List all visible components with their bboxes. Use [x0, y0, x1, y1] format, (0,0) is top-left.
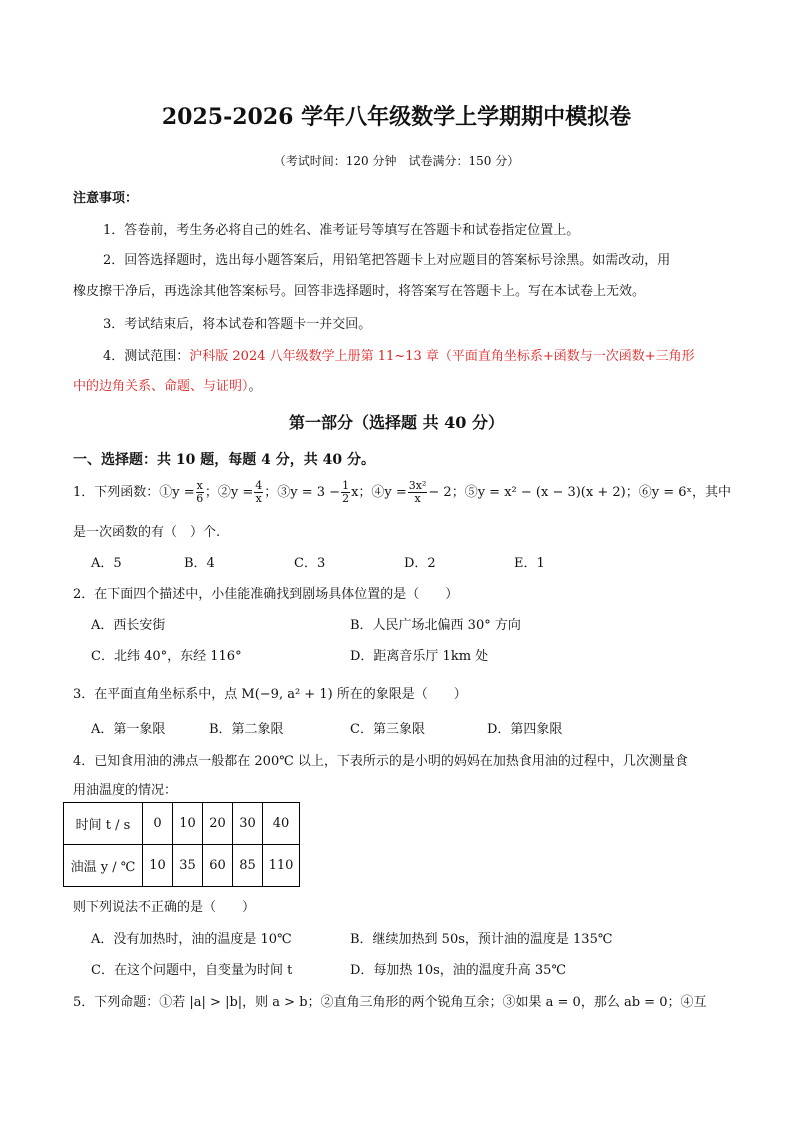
- q1-f4-num: 3x²: [408, 479, 427, 492]
- q1-f2-num: 4: [255, 479, 263, 492]
- q4-option-c: C．在这个问题中，自变量为时间 t: [91, 963, 293, 978]
- q1-option-b: B．4: [184, 556, 215, 571]
- table-cell: 85: [233, 845, 263, 887]
- q1-f3-den: 2: [342, 492, 350, 505]
- question-1-line-1: [73, 480, 731, 505]
- table-row-label: 油温 y / ℃: [64, 845, 143, 887]
- note-4-line-1: [103, 345, 695, 364]
- table-cell: 40: [263, 803, 300, 845]
- table-cell: 35: [173, 845, 203, 887]
- page-title: 2025-2026 学年八年级数学上学期期中模拟卷: [161, 104, 632, 130]
- question-5: 5．下列命题：①若 |a| > |b|，则 a > b；②直角三角形的两个锐角互余；③如果 a = 0，那么 ab = 0；④互: [73, 995, 707, 1010]
- part-heading: 一、选择题：共 10 题，每题 4 分，共 40 分。: [73, 452, 375, 468]
- q1-f3-num: 1: [342, 479, 350, 492]
- question-4-prompt: 则下列说法不正确的是（ ）: [73, 900, 256, 915]
- table-cell: 60: [203, 845, 233, 887]
- question-4-line-2: 用油温度的情况：: [73, 783, 178, 798]
- q2-option-c: C．北纬 40°，东经 116°: [91, 649, 242, 664]
- q1-prefix: 1．下列函数：: [73, 485, 160, 500]
- q1-f2-fraction: [254, 480, 263, 505]
- table-cell: 30: [233, 803, 263, 845]
- note-1: 1．答卷前，考生务必将自己的姓名、准考证号等填写在答题卡和试卷指定位置上。: [103, 223, 580, 238]
- table-cell: 110: [263, 845, 300, 887]
- table-row: [64, 845, 300, 887]
- q3-option-c: C．第三象限: [350, 722, 425, 737]
- note-4-prefix: 4．测试范围：: [103, 349, 190, 364]
- q3-option-b: B．第二象限: [209, 722, 284, 737]
- note-2-line-2: 橡皮擦干净后，再选涂其他答案标号。回答非选择题时，将答案写在答题卡上。写在本试卷上无效。: [73, 284, 646, 299]
- test-scope-cont: 中的边角关系、命题、与证明）: [73, 379, 249, 394]
- q1-option-e: E．1: [514, 556, 545, 571]
- q1-f5: ；⑤y = x² − (x − 3)(x + 2): [451, 485, 626, 500]
- q1-f3: ；③y = 3 −: [264, 485, 341, 500]
- table-row: [64, 803, 300, 845]
- q1-f1: ①y =: [159, 485, 195, 500]
- notes-heading: 注意事项：: [73, 191, 139, 206]
- q1-f2-den: x: [255, 492, 262, 505]
- q2-option-b: B．人民广场北偏西 30° 方向: [350, 618, 521, 633]
- q1-suffix: ，其中: [692, 485, 732, 500]
- q1-f4-fraction: [408, 480, 428, 505]
- question-1-line-2: 是一次函数的有（ ）个.: [73, 525, 221, 540]
- q1-f4-den: x: [414, 492, 421, 505]
- q1-f3-tail: x: [351, 485, 359, 500]
- q1-f1-fraction: [196, 480, 204, 505]
- table-cell: 10: [173, 803, 203, 845]
- table-cell: 0: [143, 803, 173, 845]
- q1-option-a: A．5: [91, 556, 122, 571]
- note-2-line-1: 2．回答选择题时，选出每小题答案后，用铅笔把答题卡上对应题目的答案标号涂黑。如需改动，用: [103, 253, 671, 268]
- question-3: 3．在平面直角坐标系中，点 M(−9, a² + 1) 所在的象限是（ ）: [73, 687, 467, 702]
- table-row-label: 时间 t / s: [64, 803, 143, 845]
- table-cell: 20: [203, 803, 233, 845]
- note-4-suffix: 。: [248, 379, 262, 394]
- note-4-line-2: [73, 375, 262, 394]
- table-cell: 10: [143, 845, 173, 887]
- q1-f4: ；④y =: [358, 485, 407, 500]
- test-scope: 沪科版 2024 八年级数学上册第 11~13 章（平面直角坐标系+函数与一次函数+三角形: [189, 349, 695, 364]
- q1-option-c: C．3: [294, 556, 326, 571]
- note-3: 3．考试结束后，将本试卷和答题卡一并交回。: [103, 317, 372, 332]
- q4-option-a: A．没有加热时，油的温度是 10℃: [91, 932, 292, 947]
- q1-f1-num: x: [196, 479, 203, 492]
- q4-option-b: B．继续加热到 50s，预计油的温度是 135℃: [350, 932, 613, 947]
- question-2: 2．在下面四个描述中，小佳能准确找到剧场具体位置的是（ ）: [73, 587, 459, 602]
- q4-option-d: D．每加热 10s，油的温度升高 35℃: [350, 963, 566, 978]
- q1-option-d: D．2: [404, 556, 436, 571]
- exam-info: （考试时间：120 分钟 试卷满分：150 分）: [273, 154, 520, 168]
- temperature-table: [63, 802, 300, 887]
- q2-option-a: A．西长安街: [91, 618, 166, 633]
- q1-f6: ；⑥y = 6ˣ: [625, 485, 693, 500]
- q1-f2: ；②y =: [204, 485, 254, 500]
- q1-f1-den: 6: [196, 492, 204, 505]
- q3-option-d: D．第四象限: [487, 722, 563, 737]
- question-4-line-1: 4．已知食用油的沸点一般都在 200℃ 以上，下表所示的是小明的妈妈在加热食用油的过程中，几次测量食: [73, 754, 688, 769]
- q1-f4-tail: − 2: [428, 485, 452, 500]
- q1-f3-fraction: [341, 480, 350, 505]
- q2-option-d: D．距离音乐厅 1km 处: [350, 649, 489, 664]
- q3-option-a: A．第一象限: [91, 722, 166, 737]
- section-heading: 第一部分（选择题 共 40 分）: [289, 413, 504, 432]
